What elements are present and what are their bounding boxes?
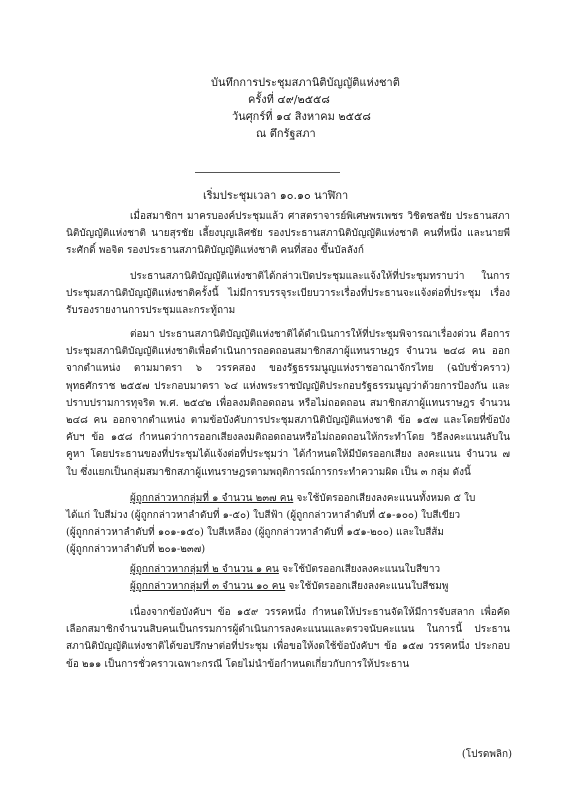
group-2-text: จะใช้บัตรออกเสียงลงคะแนนใบสีขาว	[282, 564, 441, 575]
group-1-detail-3: (ผู้ถูกกล่าวหาลำดับที่ ๒๐๑-๒๓๗)	[66, 544, 206, 555]
group-3-line	[130, 578, 448, 595]
group-1-detail-2: (ผู้ถูกกล่าวหาลำดับที่ ๑๐๑-๑๕๐) ใบสีเหลือง (ผู้ถูกกล่าวหาลำดับที่ ๑๕๑-๒๐๐) และใบสีส้ม	[66, 527, 445, 538]
header-title: บันทึกการประชุมสภานิติบัญญัติแห่งชาติ	[211, 76, 400, 89]
group-3-label: ผู้ถูกกล่าวหากลุ่มที่ ๓ จำนวน ๑๐ คน	[130, 581, 286, 592]
please-turn-over: (โปรดพลิก)	[461, 749, 512, 760]
start-time: เริ่มประชุมเวลา ๑๐.๑๐ นาฬิกา	[203, 189, 349, 202]
group-1-label: ผู้ถูกกล่าวหากลุ่มที่ ๑ จำนวน ๒๓๗ คน	[130, 493, 294, 504]
group-2-label: ผู้ถูกกล่าวหากลุ่มที่ ๒ จำนวน ๑ คน	[130, 564, 279, 575]
group-2-line	[130, 561, 440, 578]
paragraph-lottery: เนื่องจากข้อบังคับฯ ข้อ ๑๕๙ วรรคหนึ่ง กำหนดให้ประธานจัดให้มีการจับสลาก เพื่อคัดเลือกสมาชิกจำนวนสิบคนเป็นกรรมการผู้ดำเนินการลงคะแนนและตรวจนับคะแนน ในการนี้ ประธานสภานิติบัญญัติแห่งชาติได้ขอปรึกษาต่อที่ประชุม เพื่อขอให้งดใช้ข้อบังคับฯ ข้อ ๑๕๗ วรรคหนึ่ง ประกอบข้อ ๒๑๑ เป็นการชั่วคราวเฉพาะกรณี โดยไม่นำข้อกำหนดเกี่ยวกับการให้ประธาน	[66, 607, 510, 670]
group-3-text: จะใช้บัตรออกเสียงลงคะแนนใบสีชมพู	[288, 581, 449, 592]
header-session: ครั้งที่ ๔๙/๒๕๕๘	[248, 93, 330, 106]
paragraph-opening: เมื่อสมาชิกฯ มาครบองค์ประชุมแล้ว ศาสตราจารย์พิเศษพรเพชร วิชิตชลชัย ประธานสภานิติบัญญัติแห่งชาติ นายสุรชัย เลี้ยงบุญเลิศชัย รองประธานสภานิติบัญญัติแห่งชาติ คนที่หนึ่ง และนายพีระศักดิ์ พอจิต รองประธานสภานิติบัญญัติแห่งชาติ คนที่สอง ขึ้นบัลลังก์	[66, 211, 510, 257]
header-date: วันศุกร์ที่ ๑๔ สิงหาคม ๒๕๕๘	[232, 110, 371, 123]
paragraph-announcement: ประธานสภานิติบัญญัติแห่งชาติได้กล่าวเปิดประชุมและแจ้งให้ที่ประชุมทราบว่า ในการประชุมสภานิติบัญญัติแห่งชาติครั้งนี้ ไม่มีการบรรจุระเบียบวาระเรื่องที่ประธานจะแจ้งต่อที่ประชุม เรื่องรับรองรายงานการประชุมและกระทู้ถาม	[66, 271, 510, 317]
header-divider	[195, 172, 340, 173]
header-place: ณ ตึกรัฐสภา	[256, 127, 316, 140]
group-1-line	[130, 490, 475, 507]
group-1-text: จะใช้บัตรออกเสียงลงคะแนนทั้งหมด ๕ ใบ	[296, 493, 476, 504]
group-1-detail-1: ได้แก่ ใบสีม่วง (ผู้ถูกกล่าวหาลำดับที่ ๑-๕๐) ใบสีฟ้า (ผู้ถูกกล่าวหาลำดับที่ ๕๑-๑๐๐) ใบสีเขียว	[66, 510, 461, 521]
paragraph-agenda: ต่อมา ประธานสภานิติบัญญัติแห่งชาติได้ดำเนินการให้ที่ประชุมพิจารณาเรื่องด่วน คือการประชุมสภานิติบัญญัติแห่งชาติเพื่อดำเนินการถอดถอนสมาชิกสภาผู้แทนราษฎร จำนวน ๒๔๘ คน ออกจากตำแหน่ง ตามมาตรา ๖ วรรคสอง ของรัฐธรรมนูญแห่งราชอาณาจักรไทย (ฉบับชั่วคราว) พุทธศักราช ๒๕๕๗ ประกอบมาตรา ๖๔ แห่งพระราชบัญญัติประกอบรัฐธรรมนูญว่าด้วยการป้องกัน และปราบปรามการทุจริต พ.ศ. ๒๕๔๒ เพื่อลงมติถอดถอน หรือไม่ถอดถอน สมาชิกสภาผู้แทนราษฎร จำนวน ๒๔๘ คน ออกจากตำแหน่ง ตามข้อบังคับการประชุมสภานิติบัญญัติแห่งชาติ ข้อ ๑๕๗ และโดยที่ข้อบังคับฯ ข้อ ๑๕๘ กำหนดว่าการออกเสียงลงมติถอดถอนหรือไม่ถอดถอนให้กระทำโดย วิธีลงคะแนนลับในคูหา โดยประธานของที่ประชุมได้แจ้งต่อที่ประชุมว่า ได้กำหนดให้มีบัตรออกเสียง ลงคะแนน จำนวน ๗ ใบ ซึ่งแยกเป็นกลุ่มสมาชิกสภาผู้แทนราษฎรตามพฤติการณ์การกระทำความผิด เป็น ๓ กลุ่ม ดังนี้	[66, 329, 510, 478]
